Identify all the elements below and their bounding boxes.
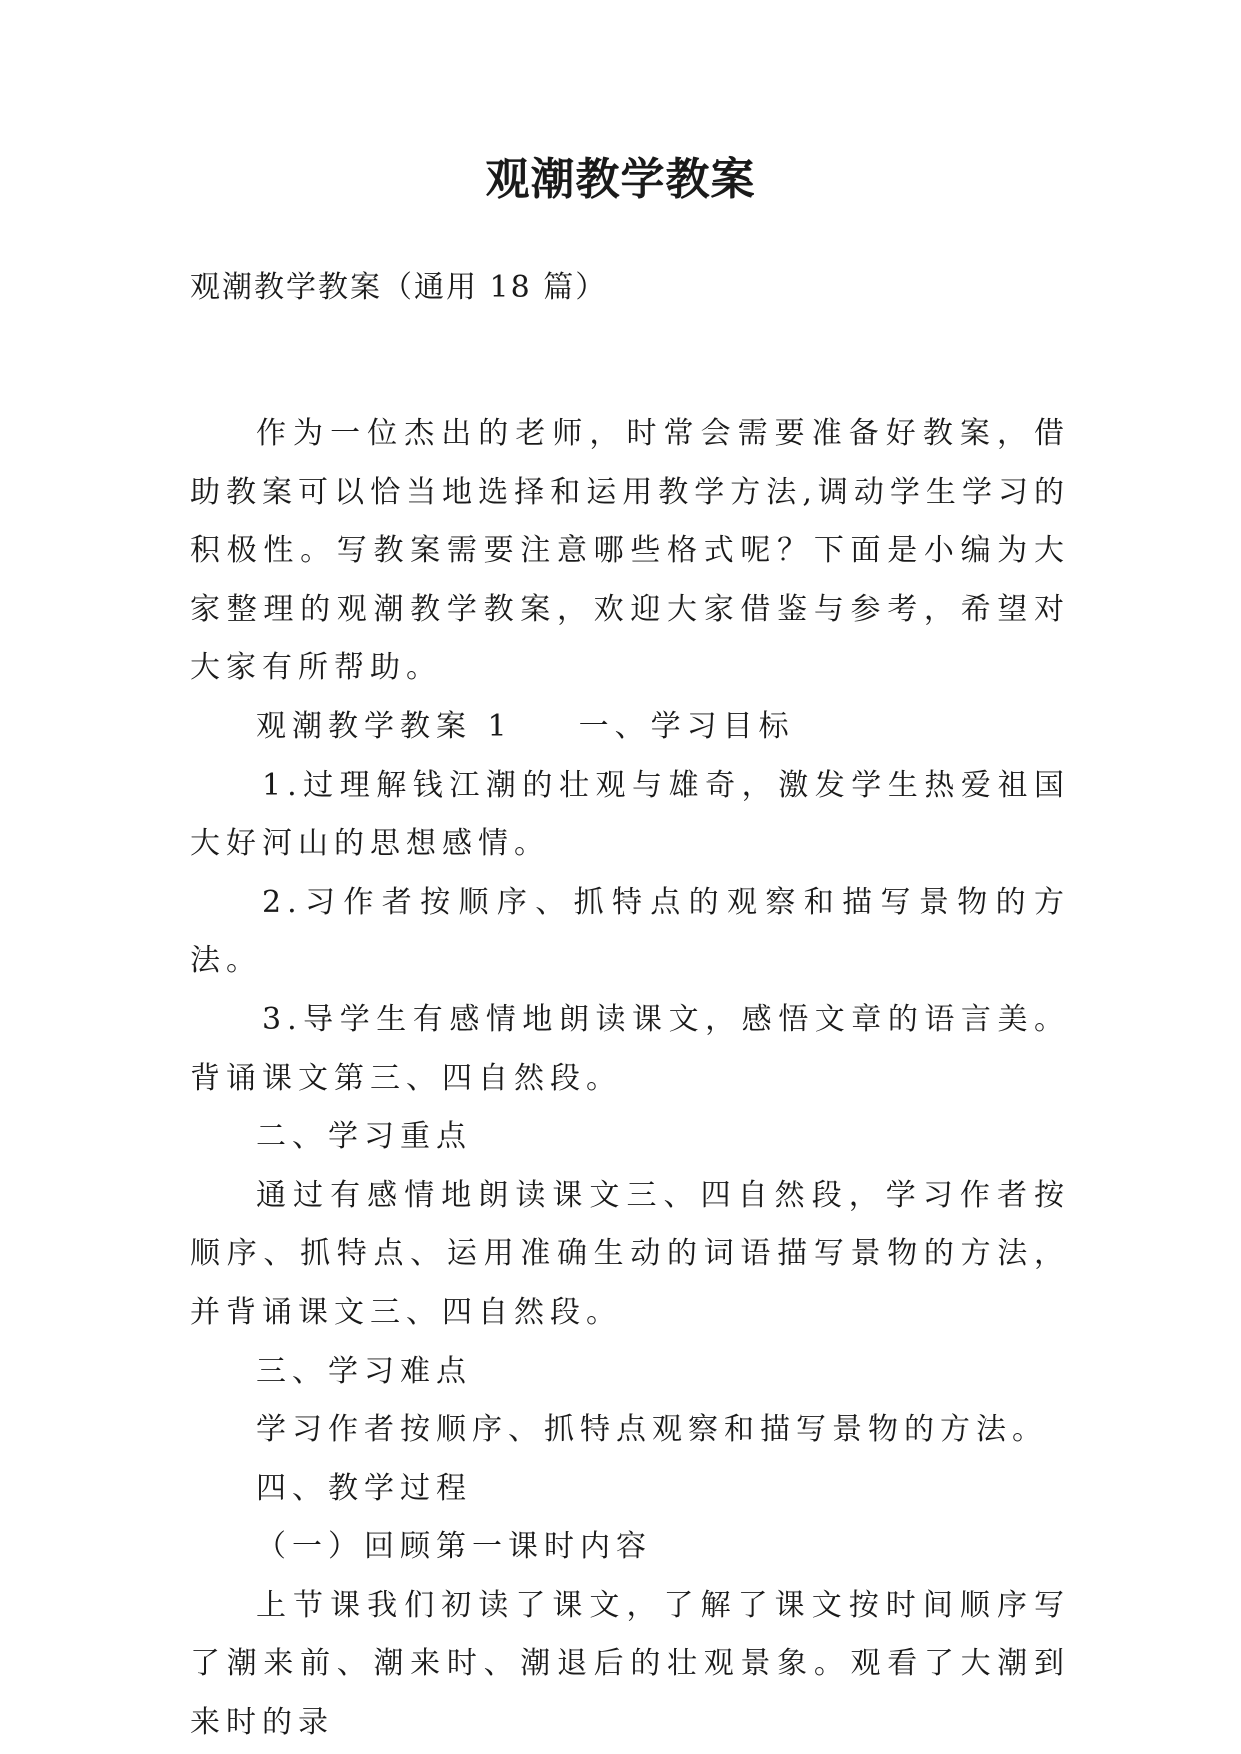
key-points-heading: 二、学习重点 bbox=[256, 1119, 472, 1155]
process-heading: 四、教学过程 bbox=[256, 1470, 472, 1506]
difficulty-heading: 三、学习难点 bbox=[256, 1353, 472, 1389]
key-points-paragraph: 通过有感情地朗读课文三、四自然段，学习作者按顺序、抓特点、运用准确生动的词语描写景物的方法，并背诵课文三、四自然段。 bbox=[190, 1177, 1070, 1330]
intro-paragraph: 作为一位杰出的老师，时常会需要准备好教案，借助教案可以恰当地选择和运用教学方法,调动学生学习的积极性。写教案需要注意哪些格式呢？下面是小编为大家整理的观潮教学教案，欢迎大家借鉴与参考，希望对大家有所帮助。 bbox=[190, 416, 1070, 686]
document-title: 观潮教学教案 bbox=[485, 154, 756, 205]
document-body bbox=[190, 405, 1070, 1753]
section-1-heading: 观潮教学教案 1 bbox=[256, 708, 513, 744]
section-heading-line bbox=[190, 698, 1070, 757]
review-heading: （一）回顾第一课时内容 bbox=[256, 1529, 652, 1565]
goal-item-3: 3.导学生有感情地朗读课文，感悟文章的语言美。背诵课文第三、四自然段。 bbox=[190, 1001, 1070, 1096]
goal-item-2: 2.习作者按顺序、抓特点的观察和描写景物的方法。 bbox=[190, 884, 1070, 979]
goals-heading: 一、学习目标 bbox=[578, 708, 795, 744]
review-paragraph: 上节课我们初读了课文，了解了课文按时间顺序写了潮来前、潮来时、潮退后的壮观景象。观看了大潮到来时的录 bbox=[190, 1587, 1070, 1741]
goal-item-1: 1.过理解钱江潮的壮观与雄奇，激发学生热爱祖国大好河山的思想感情。 bbox=[190, 767, 1070, 862]
difficulty-paragraph: 学习作者按顺序、抓特点观察和描写景物的方法。 bbox=[256, 1412, 1048, 1448]
document-subtitle: 观潮教学教案（通用 18 篇） bbox=[190, 270, 608, 305]
